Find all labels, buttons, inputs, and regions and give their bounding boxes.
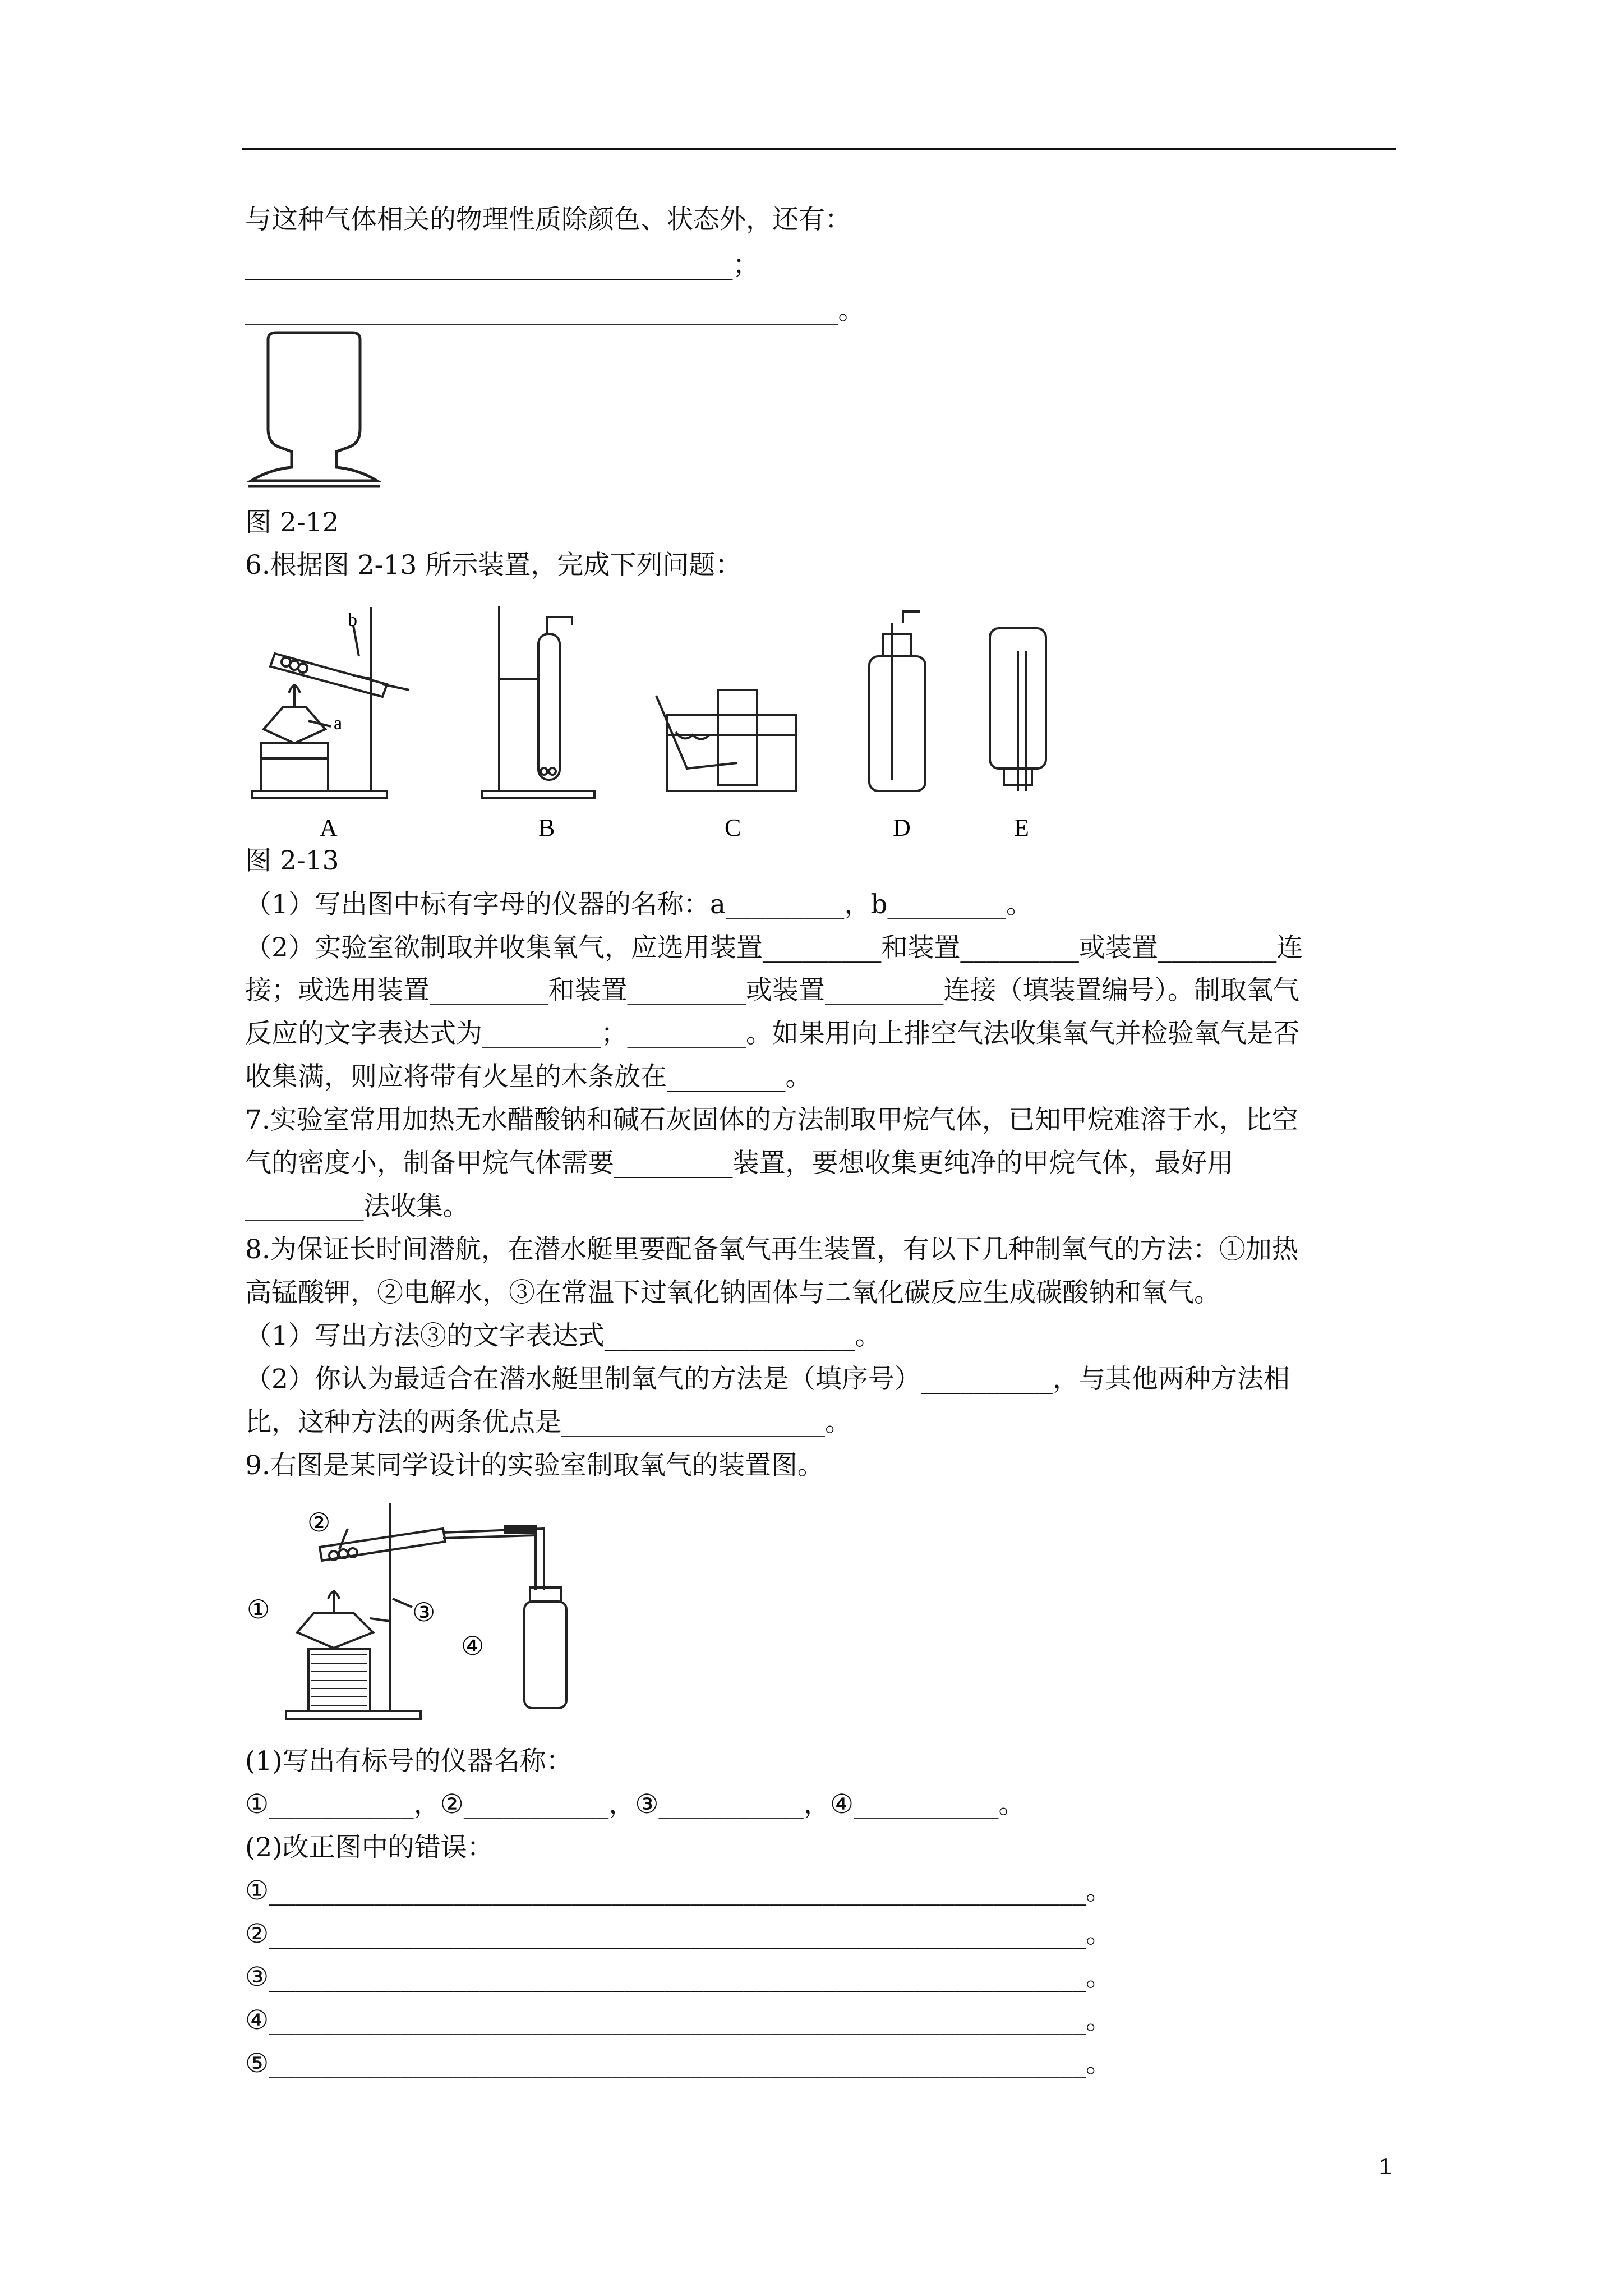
question-9: 9.右图是某同学设计的实验室制取氧气的装置图。 <box>245 1450 824 1481</box>
label-a: a <box>334 713 343 734</box>
fig9-mark-3: ③ <box>412 1598 436 1627</box>
figure-caption: 图 2-12 <box>245 507 339 538</box>
question-9-1-blanks: ①___________，②___________，③___________，④___________。 <box>245 1789 1025 1820</box>
text-line: 与这种气体相关的物理性质除颜色、状态外，还有： <box>245 204 851 235</box>
apparatus-label-b: B <box>538 814 555 841</box>
gas-bottle-figure <box>247 328 381 496</box>
apparatus-figure-2-13 <box>241 600 1082 847</box>
header-rule <box>242 148 1396 150</box>
question-8-2-cont: 比，这种方法的两条优点是____________________。 <box>245 1407 851 1438</box>
correction-line-3: ③______________________________________________________________。 <box>245 1962 1113 1993</box>
fig9-mark-2: ② <box>307 1508 331 1537</box>
question-8-1: （1）写出方法③的文字表达式___________________。 <box>245 1320 882 1351</box>
question-7-cont: _________法收集。 <box>245 1191 469 1222</box>
question-6-2-cont: 反应的文字表达式为_________；_________。如果用向上排空气法收集氧气并检验氧气是否 <box>245 1018 1299 1049</box>
fig9-mark-1: ① <box>247 1595 270 1624</box>
question-6-2: （2）实验室欲制取并收集氧气，应选用装置_________和装置_________或装置_________连 <box>245 932 1303 963</box>
question-8-cont: 高锰酸钾，②电解水，③在常温下过氧化钠固体与二氧化碳反应生成碳酸钠和氧气。 <box>245 1277 1220 1308</box>
question-6-2-cont: 接；或选用装置_________和装置_________或装置_________连接（填装置编号）。制取氧气 <box>245 975 1299 1006</box>
apparatus-label-d: D <box>893 814 911 841</box>
figure-caption: 图 2-13 <box>245 845 339 876</box>
answer-blank-line: _____________________________________； <box>245 250 759 280</box>
correction-line-1: ①______________________________________________________________。 <box>245 1875 1113 1906</box>
question-8: 8.为保证长时间潜航，在潜水艇里要配备氧气再生装置，有以下几种制氧气的方法：①加热 <box>245 1234 1298 1265</box>
answer-blank-line: _____________________________________________。 <box>245 295 865 326</box>
question-6-2-cont: 收集满，则应将带有火星的木条放在_________。 <box>245 1061 812 1092</box>
apparatus-label-c: C <box>725 814 741 841</box>
question-9-2: (2)改正图中的错误： <box>245 1832 494 1863</box>
fig9-mark-4: ④ <box>461 1632 485 1660</box>
page-number: 1 <box>1378 2153 1392 2179</box>
correction-line-5: ⑤______________________________________________________________。 <box>245 2048 1113 2079</box>
apparatus-label-a: A <box>320 814 338 841</box>
correction-line-2: ②______________________________________________________________。 <box>245 1918 1113 1949</box>
question-7: 7.实验室常用加热无水醋酸钠和碱石灰固体的方法制取甲烷气体，已知甲烷难溶于水，比空 <box>245 1105 1298 1135</box>
apparatus-label-e: E <box>1014 814 1029 841</box>
oxygen-apparatus-figure <box>241 1498 600 1733</box>
question-7-cont: 气的密度小，制备甲烷气体需要_________装置，要想收集更纯净的甲烷气体，最好用 <box>245 1148 1234 1179</box>
label-b: b <box>348 610 357 631</box>
question-9-1: (1)写出有标号的仪器名称： <box>245 1746 573 1777</box>
question-6: 6.根据图 2-13 所示装置，完成下列问题： <box>245 550 742 581</box>
correction-line-4: ④______________________________________________________________。 <box>245 2005 1113 2036</box>
question-6-1: （1）写出图中标有字母的仪器的名称：a_________，b_________。 <box>245 889 1033 920</box>
question-8-2: （2）你认为最适合在潜水艇里制氧气的方法是（填序号）__________，与其他两种方法相 <box>245 1364 1290 1395</box>
